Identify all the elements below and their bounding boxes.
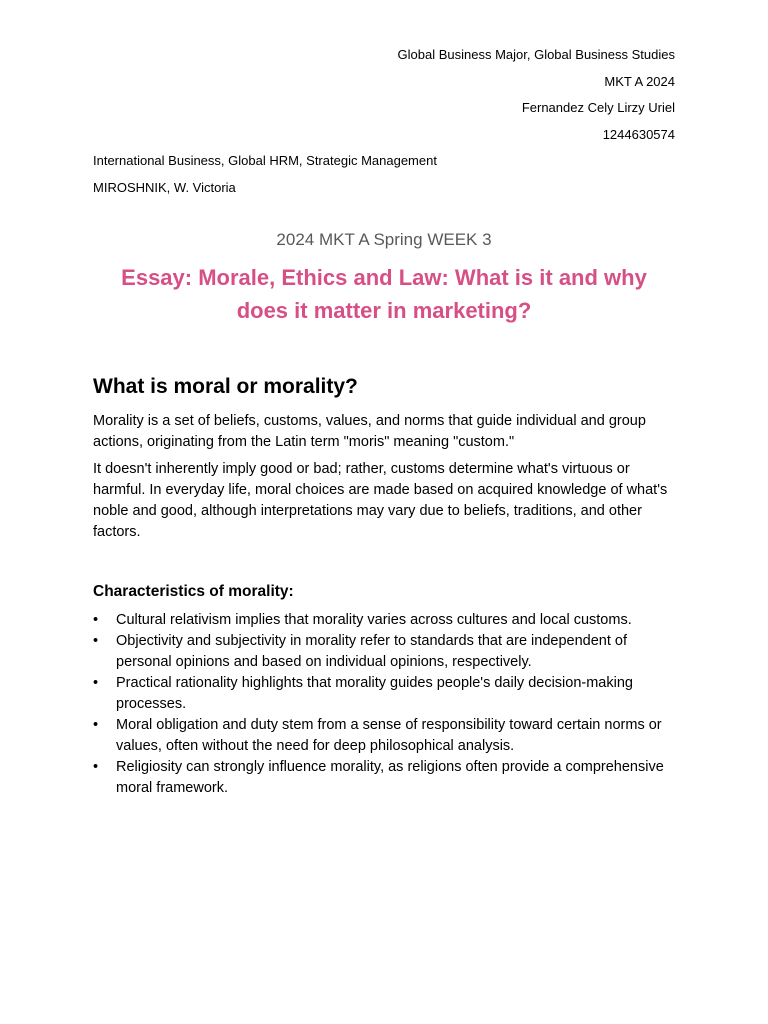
bullet-icon: • bbox=[93, 633, 99, 649]
course-info-block bbox=[93, 148, 675, 201]
list-item bbox=[93, 757, 678, 799]
list-item bbox=[93, 673, 678, 715]
program-line: Global Business Major, Global Business Studies bbox=[397, 47, 675, 62]
title-line-1: Essay: Morale, Ethics and Law: What is it and why bbox=[121, 265, 647, 290]
list-item bbox=[93, 610, 678, 631]
paragraph-everyday-life: It doesn't inherently imply good or bad; rather, customs determine what's virtuous or harmful. In everyday life, moral choices are made based on acquired knowledge of what's noble and good, although interpretations may vary due to beliefs, traditions, and other factors. bbox=[93, 461, 668, 540]
list-item-text: Practical rationality highlights that morality guides people's daily decision-making processes. bbox=[116, 675, 633, 712]
document-title bbox=[93, 261, 675, 327]
title-line-2: does it matter in marketing? bbox=[236, 298, 532, 323]
student-name-line: Fernandez Cely Lirzy Uriel bbox=[521, 100, 675, 116]
bullet-icon: • bbox=[93, 759, 99, 775]
bullet-icon: • bbox=[93, 612, 99, 628]
course-subjects-line: International Business, Global HRM, Strategic Management bbox=[93, 153, 437, 168]
list-item-text: Religiosity can strongly influence morality, as religions often provide a comprehensive moral framework. bbox=[116, 759, 664, 796]
student-id-line: 1244630574 bbox=[602, 127, 675, 143]
characteristics-list bbox=[93, 610, 678, 799]
list-item-text: Moral obligation and duty stem from a sense of responsibility toward certain norms or values, often without the need for deep philosophical analysis. bbox=[116, 717, 662, 754]
course-line: MKT A 2024 bbox=[604, 73, 675, 89]
paragraph-definition: Morality is a set of beliefs, customs, values, and norms that guide individual and group actions, originating from the Latin term "moris" meaning "custom." bbox=[93, 413, 646, 450]
instructor-line: MIROSHNIK, W. Victoria bbox=[93, 179, 236, 195]
section-heading-morality: What is moral or morality? bbox=[93, 375, 358, 398]
list-item-text: Cultural relativism implies that morality varies across cultures and local customs. bbox=[116, 612, 632, 628]
author-info-block bbox=[93, 42, 675, 149]
list-item bbox=[93, 715, 678, 757]
list-item-text: Objectivity and subjectivity in morality refer to standards that are independent of personal opinions and based on individual opinions, respectively. bbox=[116, 633, 627, 670]
list-item bbox=[93, 631, 678, 673]
bullet-icon: • bbox=[93, 675, 99, 691]
bullet-icon: • bbox=[93, 717, 99, 733]
section-heading-characteristics: Characteristics of morality: bbox=[93, 583, 294, 600]
document-subtitle: 2024 MKT A Spring WEEK 3 bbox=[276, 230, 492, 249]
